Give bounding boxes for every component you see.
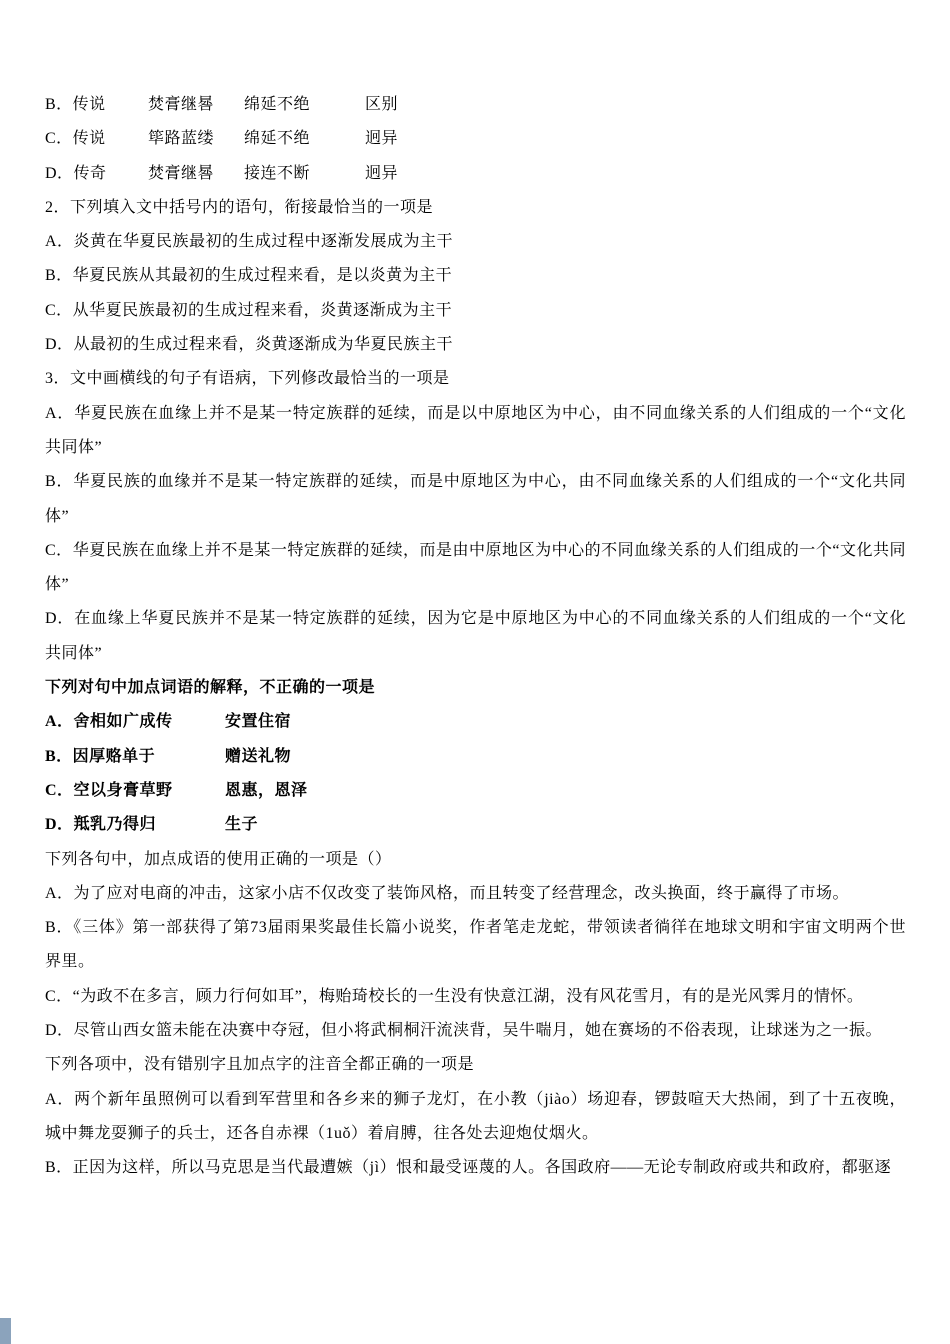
option-cell: B．传说 — [45, 96, 106, 113]
window-corner-fragment — [0, 1318, 11, 1344]
option-cell: 筚路蓝缕 — [148, 130, 215, 148]
option-row — [45, 705, 906, 739]
exam-document-content — [45, 88, 906, 1186]
text-paragraph: A．华夏民族在血缘上并不是某一特定族群的延续，而是以中原地区为中心，由不同血缘关系的人们组成的一个“文化共同体” — [45, 404, 906, 456]
option-cell: 迥异 — [365, 164, 399, 182]
option-cell: 区别 — [365, 96, 399, 113]
text-paragraph: B．《三体》第一部获得了第73届雨果奖最佳长篇小说奖，作者笔走龙蛇，带领读者徜徉在地球文明和宇宙文明两个世界里。 — [45, 919, 906, 971]
text-paragraph: A．炎黄在华夏民族最初的生成过程中逐渐发展成为主干 — [45, 233, 454, 251]
option-cell: C．传说 — [45, 130, 106, 148]
text-paragraph: D．尽管山西女篮未能在决赛中夺冠，但小将武桐桐汗流浃背，吴牛喘月，她在赛场的不俗表现，让球迷为之一振。 — [45, 1022, 883, 1040]
option-cell: 焚膏继晷 — [148, 164, 215, 182]
text-paragraph: C．从华夏民族最初的生成过程来看，炎黄逐渐成为主干 — [45, 301, 453, 319]
option-row — [45, 157, 906, 191]
text-paragraph: 2．下列填入文中括号内的语句，衔接最恰当的一项是 — [45, 198, 434, 216]
text-paragraph: C．“为政不在多言，顾力行何如耳”，梅贻琦校长的一生没有快意江湖，没有风花雪月，有的是光风霁月的情怀。 — [45, 987, 864, 1005]
option-cell: A．舍相如广成传 — [45, 713, 173, 731]
text-paragraph: D．在血缘上华夏民族并不是某一特定族群的延续，因为它是中原地区为中心的不同血缘关系的人们组成的一个“文化共同体” — [45, 610, 906, 662]
option-cell: 安置住宿 — [225, 713, 292, 731]
option-cell: 迥异 — [365, 130, 399, 148]
option-row — [45, 774, 906, 808]
option-cell: B．因厚赂单于 — [45, 747, 156, 765]
option-cell: 恩惠，恩泽 — [225, 781, 308, 799]
text-paragraph: 下列对句中加点词语的解释，不正确的一项是 — [45, 679, 376, 697]
option-cell: 焚膏继晷 — [148, 96, 215, 113]
option-row — [45, 88, 906, 122]
text-paragraph: A．为了应对电商的冲击，这家小店不仅改变了装饰风格，而且转变了经营理念，改头换面，终于赢得了市场。 — [45, 884, 850, 902]
option-cell: D．传奇 — [45, 164, 107, 182]
option-cell: 生子 — [225, 816, 259, 834]
text-paragraph: 下列各句中，加点成语的使用正确的一项是（） — [45, 850, 392, 868]
text-paragraph: D．从最初的生成过程来看，炎黄逐渐成为华夏民族主干 — [45, 336, 454, 354]
option-cell: 绵延不绝 — [244, 130, 311, 148]
text-paragraph: B．正因为这样，所以马克思是当代最遭嫉（jì）恨和最受诬蔑的人。各国政府——无论专制政府或共和政府，都驱逐 — [45, 1159, 892, 1177]
text-paragraph: B．华夏民族的血缘并不是某一特定族群的延续，而是中原地区为中心，由不同血缘关系的人们组成的一个“文化共同体” — [45, 473, 906, 525]
text-paragraph: B．华夏民族从其最初的生成过程来看，是以炎黄为主干 — [45, 267, 453, 285]
text-paragraph: 下列各项中，没有错别字且加点字的注音全都正确的一项是 — [45, 1056, 475, 1074]
text-paragraph: A．两个新年虽照例可以看到军营里和各乡来的狮子龙灯，在小教（jiào）场迎春，锣鼓喧天大热闹，到了十五夜晚，城中舞龙耍狮子的兵士，还各自赤裸（1uǒ）着肩膊，往各处去迎炮仗烟火。 — [45, 1090, 906, 1142]
option-cell: 接连不断 — [244, 164, 311, 182]
option-cell: 绵延不绝 — [244, 96, 311, 113]
text-paragraph: C．华夏民族在血缘上并不是某一特定族群的延续，而是由中原地区为中心的不同血缘关系的人们组成的一个“文化共同体” — [45, 541, 906, 594]
option-row — [45, 740, 906, 774]
option-cell: 赠送礼物 — [225, 747, 292, 765]
option-cell: D．羝乳乃得归 — [45, 816, 157, 834]
text-paragraph: 3．文中画横线的句子有语病，下列修改最恰当的一项是 — [45, 370, 450, 388]
option-row — [45, 808, 906, 842]
option-cell: C．空以身膏草野 — [45, 781, 173, 799]
option-row — [45, 122, 906, 156]
